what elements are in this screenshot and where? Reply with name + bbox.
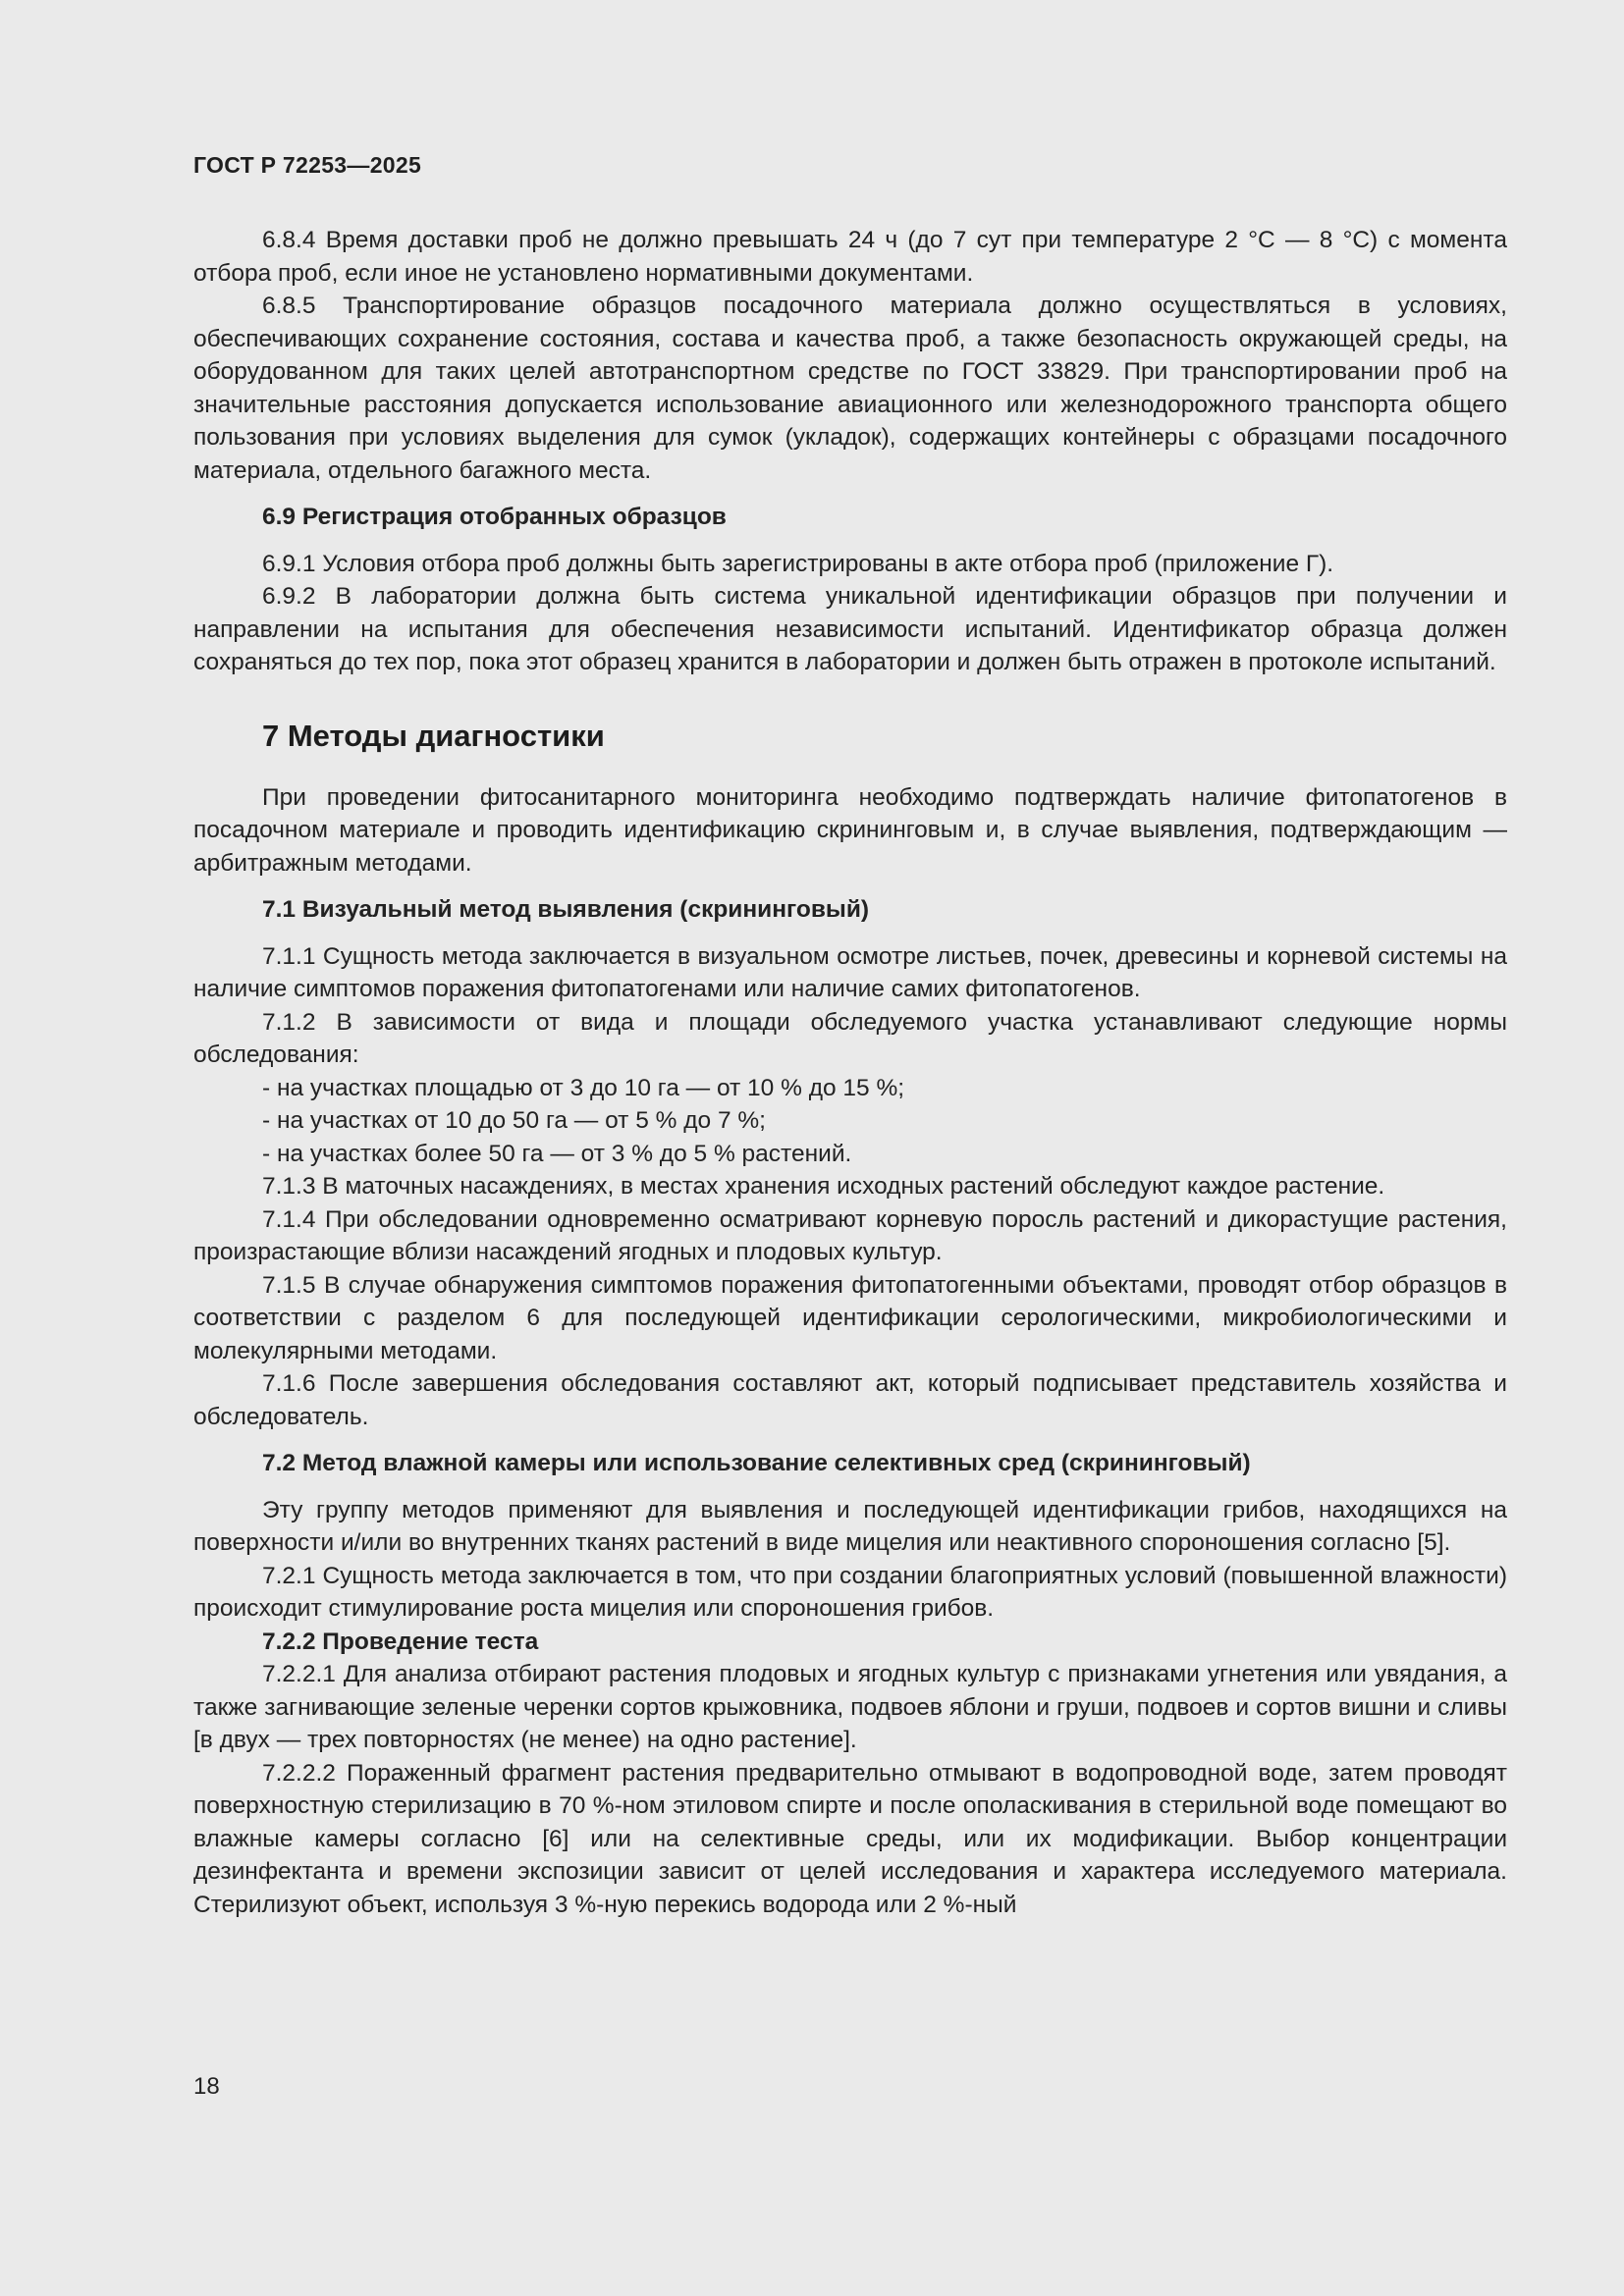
page-content — [193, 224, 1507, 1921]
list-item: - на участках от 10 до 50 га — от 5 % до 7 %; — [262, 1107, 766, 1134]
paragraph-7-2-2-1: 7.2.2.1 Для анализа отбирают растения плодовых и ягодных культур с признаками угнетения или увядания, а также загнивающие зеленые черенки сортов крыжовника, подвоев яблони и груши, подвоев и сортов вишни и сливы [в двух — трех повторностях (не менее) на одно растение]. — [193, 1661, 1507, 1753]
paragraph-7-2-intro: Эту группу методов применяют для выявления и последующей идентификации грибов, находящихся на поверхности и/или во внутренних тканях растений в виде мицелия или неактивного спороношения согласно [5]. — [193, 1496, 1507, 1556]
paragraph-6-8-5: 6.8.5 Транспортирование образцов посадочного материала должно осуществляться в условиях, обеспечивающих сохранение состояния, состава и качества проб, а также безопасность окружающей среды, на оборудованном для таких целей автотранспортном средстве по ГОСТ 33829. При транспортировании проб на значительные расстояния допускается использование авиационного или железнодорожного транспорта общего пользования при условиях выделения для сумок (укладок), содержащих контейнеры с образцами посадочного материала, отдельного багажного места. — [193, 293, 1507, 484]
page-number: 18 — [193, 2073, 220, 2100]
paragraph-7-1-5: 7.1.5 В случае обнаружения симптомов поражения фитопатогенными объектами, проводят отбор образцов в соответствии с разделом 6 для последующей идентификации серологическими, микробиологическими и молекулярными методами. — [193, 1271, 1507, 1364]
paragraph-6-8-4: 6.8.4 Время доставки проб не должно превышать 24 ч (до 7 сут при температуре 2 °С — 8 °С) с момента отбора проб, если иное не установлено нормативными документами. — [193, 227, 1507, 287]
list-item: - на участках площадью от 3 до 10 га — от 10 % до 15 %; — [262, 1074, 905, 1101]
paragraph-7-1-2: 7.1.2 В зависимости от вида и площади обследуемого участка устанавливают следующие нормы обследования: — [193, 1008, 1507, 1068]
list-item: - на участках более 50 га — от 3 % до 5 % растений. — [262, 1140, 852, 1167]
heading-7-2: 7.2 Метод влажной камеры или использование селективных сред (скрининговый) — [262, 1450, 1251, 1476]
heading-7-2-2: 7.2.2 Проведение теста — [262, 1628, 539, 1655]
paragraph-7-intro: При проведении фитосанитарного мониторинга необходимо подтверждать наличие фитопатогенов в посадочном материале и проводить идентификацию скрининговым и, в случае выявления, подтверждающим — арбитражным методами. — [193, 783, 1507, 877]
paragraph-6-9-1: 6.9.1 Условия отбора проб должны быть зарегистрированы в акте отбора проб (приложение Г). — [262, 550, 1334, 577]
heading-section-7: 7 Методы диагностики — [262, 718, 605, 753]
paragraph-7-1-3: 7.1.3 В маточных насаждениях, в местах хранения исходных растений обследуют каждое растение. — [262, 1173, 1385, 1200]
paragraph-7-2-1: 7.2.1 Сущность метода заключается в том, что при создании благоприятных условий (повышенной влажности) происходит стимулирование роста мицелия или спороношения грибов. — [193, 1562, 1507, 1622]
paragraph-6-9-2: 6.9.2 В лаборатории должна быть система уникальной идентификации образцов при получении и направлении на испытания для обеспечения независимости испытаний. Идентификатор образца должен сохраняться до тех пор, пока этот образец хранится в лаборатории и должен быть отражен в протоколе испытаний. — [193, 583, 1507, 675]
paragraph-7-1-6: 7.1.6 После завершения обследования составляют акт, который подписывает представитель хозяйства и обследователь. — [193, 1370, 1507, 1430]
paragraph-7-1-4: 7.1.4 При обследовании одновременно осматривают корневую поросль растений и дикорастущие растения, произрастающие вблизи насаждений ягодных и плодовых культур. — [193, 1205, 1507, 1265]
heading-6-9: 6.9 Регистрация отобранных образцов — [262, 504, 727, 530]
heading-7-1: 7.1 Визуальный метод выявления (скрининговый) — [262, 896, 870, 923]
paragraph-7-1-1: 7.1.1 Сущность метода заключается в визуальном осмотре листьев, почек, древесины и корневой системы на наличие симптомов поражения фитопатогенами или наличие самих фитопатогенов. — [193, 942, 1507, 1002]
standard-header: ГОСТ Р 72253—2025 — [193, 152, 422, 178]
paragraph-7-2-2-2: 7.2.2.2 Пораженный фрагмент растения предварительно отмывают в водопроводной воде, затем проводят поверхностную стерилизацию в 70 %-ном этиловом спирте и после ополаскивания в стерильной воде помещают во влажные камеры согласно [6] или на селективные среды, или их модификации. Выбор концентрации дезинфектанта и времени экспозиции зависит от целей исследования и характера исследуемого материала. Стерилизуют объект, используя 3 %-ную перекись водорода или 2 %-ный — [193, 1759, 1507, 1918]
